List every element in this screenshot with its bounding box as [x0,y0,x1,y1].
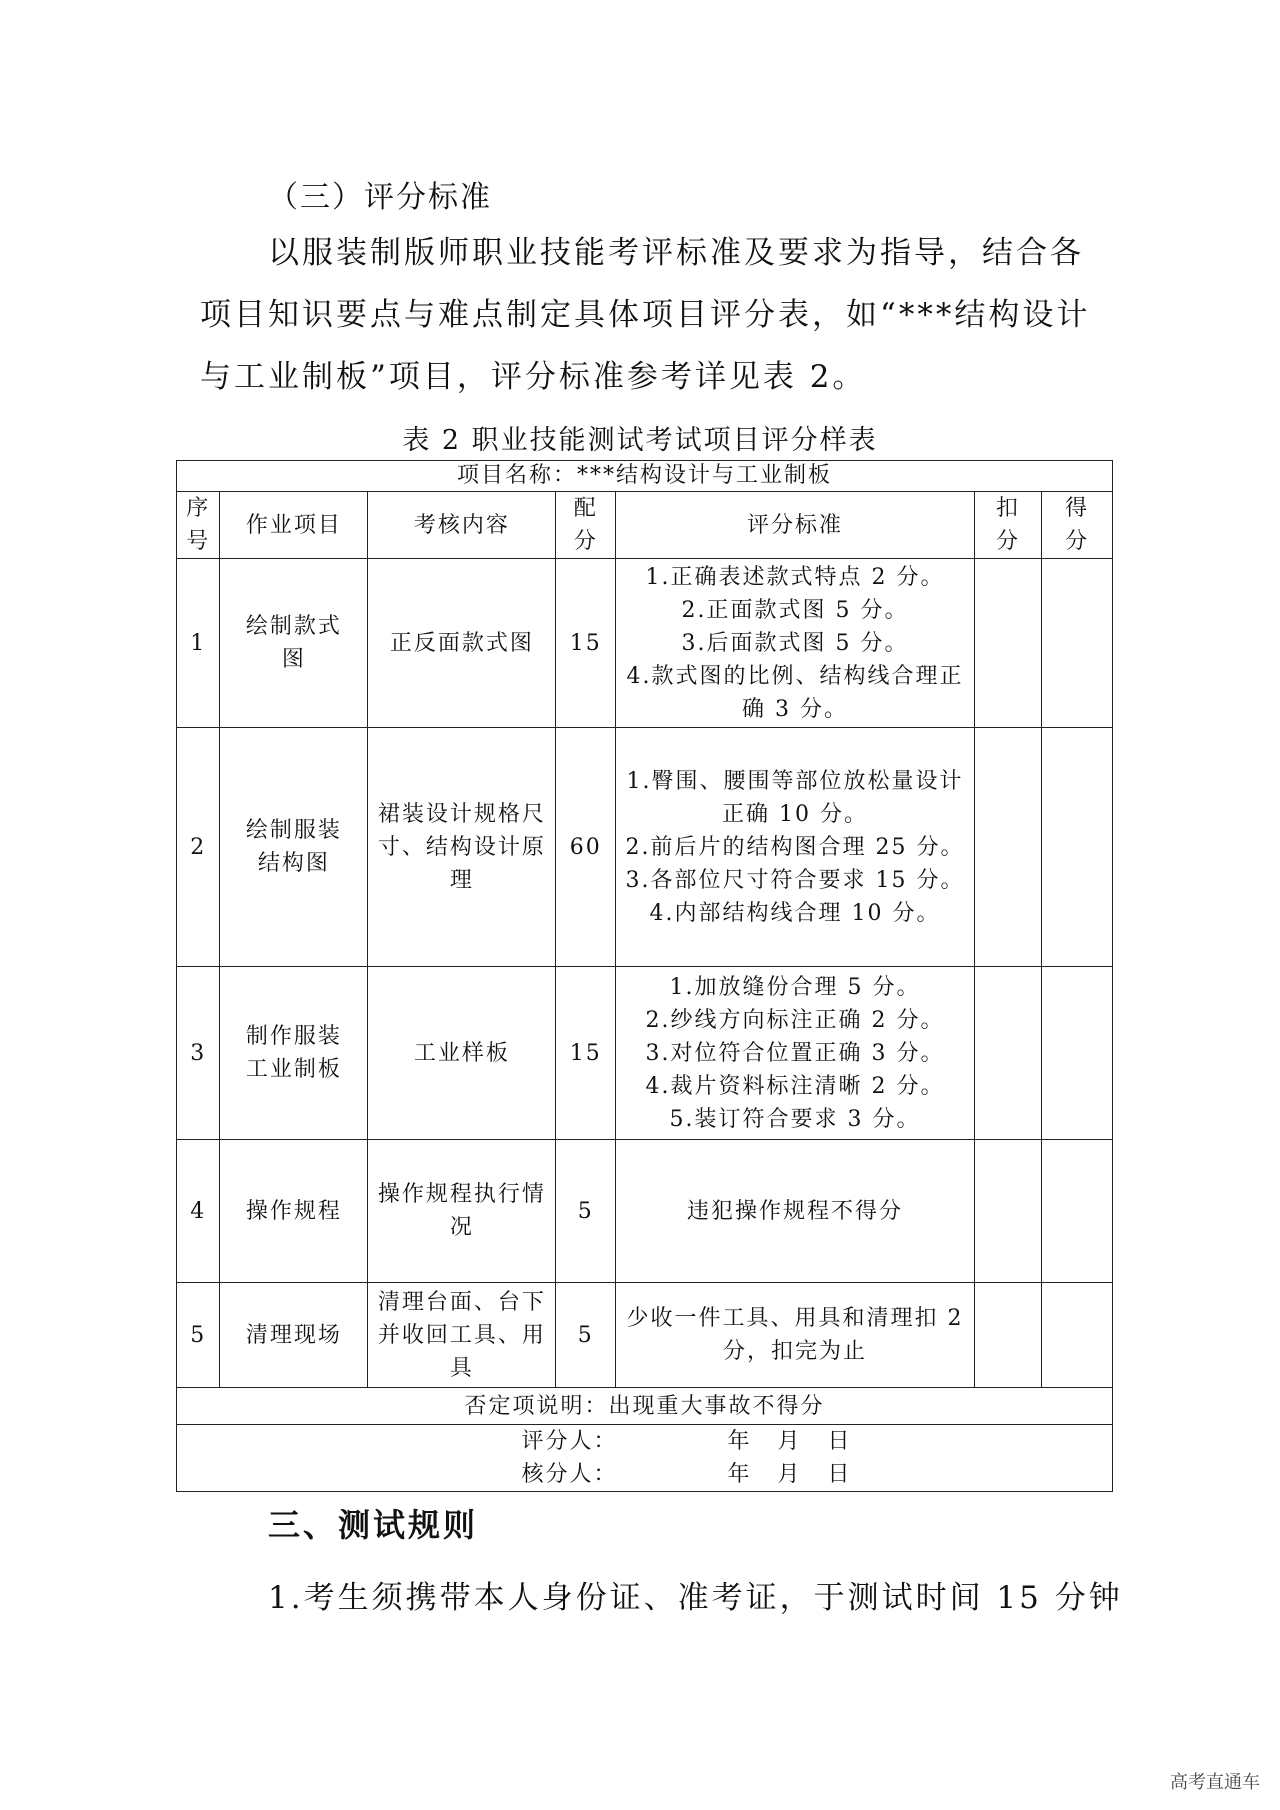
header-deduct: 扣 分 [974,492,1041,559]
header-work: 作业项目 [220,492,368,559]
section-heading: （三）评分标准 [268,180,492,215]
row-standard: 违犯操作规程不得分 [616,1140,975,1283]
table-caption: 表 2 职业技能测试考试项目评分样表 [402,425,878,456]
row-got-cell [1042,1283,1113,1388]
row-deduct-cell [974,1283,1041,1388]
year-label: 年 [727,1462,752,1487]
table-title: 项目名称：***结构设计与工业制板 [177,461,1113,492]
row-standard: 少收一件工具、用具和清理扣 2 分，扣完为止 [616,1283,975,1388]
row-seq: 5 [177,1283,220,1388]
table-row [177,728,1113,967]
signature-block [177,1425,1113,1492]
row-got-cell [1042,1140,1113,1283]
header-got: 得 分 [1042,492,1113,559]
row-got-cell [1042,728,1113,967]
row-seq: 3 [177,967,220,1140]
row-deduct-cell [974,1140,1041,1283]
rules-heading: 三、测试规则 [268,1506,479,1544]
intro-paragraph: 以服装制版师职业技能考评标准及要求为指导，结合各项目知识要点与难点制定具体项目评分表，如“***结构设计与工业制板”项目，评分标准参考详见表 2。 [200,235,1091,395]
row-deduct-cell [974,559,1041,728]
month-label: 月 [777,1429,802,1454]
row-score: 15 [556,967,616,1140]
row-content: 操作规程执行情况 [368,1140,556,1283]
table-row [177,1140,1113,1283]
row-standard: 1.加放缝份合理 5 分。 2.纱线方向标注正确 2 分。 3.对位符合位置正确 3 分。 4.裁片资料标注清晰 2 分。 5.装订符合要求 3 分。 [616,967,975,1140]
row-work: 清理现场 [220,1283,368,1388]
row-work: 绘制服装 结构图 [220,728,368,967]
watermark-text: 高考直通车 [1170,1772,1260,1793]
table-row [177,967,1113,1140]
row-got-cell [1042,967,1113,1140]
row-work: 制作服装 工业制板 [220,967,368,1140]
row-seq: 2 [177,728,220,967]
row-score: 5 [556,1283,616,1388]
row-content: 清理台面、台下并收回工具、用具 [368,1283,556,1388]
row-work: 操作规程 [220,1140,368,1283]
year-label: 年 [727,1429,752,1454]
row-got-cell [1042,559,1113,728]
row-score: 60 [556,728,616,967]
scorer-line [183,1425,1106,1458]
header-standard: 评分标准 [616,492,975,559]
scoring-table [176,460,1113,1492]
row-content: 正反面款式图 [368,559,556,728]
header-seq: 序 号 [177,492,220,559]
checker-label: 核分人： [521,1462,618,1487]
row-standard: 1.臀围、腰围等部位放松量设计正确 10 分。 2.前后片的结构图合理 25 分。 3.各部位尺寸符合要求 15 分。 4.内部结构线合理 10 分。 [616,728,975,967]
header-content: 考核内容 [368,492,556,559]
veto-note: 否定项说明：出现重大事故不得分 [177,1388,1113,1425]
row-content: 工业样板 [368,967,556,1140]
row-standard: 1.正确表述款式特点 2 分。 2.正面款式图 5 分。 3.后面款式图 5 分。 4.款式图的比例、结构线合理正确 3 分。 [616,559,975,728]
table-header-row [177,492,1113,559]
table-row [177,559,1113,728]
checker-line [183,1458,1106,1491]
row-deduct-cell [974,967,1041,1140]
row-work: 绘制款式 图 [220,559,368,728]
header-score: 配 分 [556,492,616,559]
row-seq: 4 [177,1140,220,1283]
month-label: 月 [777,1462,802,1487]
rule-item-1: 1.考生须携带本人身份证、准考证，于测试时间 15 分钟 [268,1580,1123,1616]
day-label: 日 [827,1462,852,1487]
row-deduct-cell [974,728,1041,967]
day-label: 日 [827,1429,852,1454]
row-score: 15 [556,559,616,728]
row-seq: 1 [177,559,220,728]
row-score: 5 [556,1140,616,1283]
row-content: 裙装设计规格尺寸、结构设计原理 [368,728,556,967]
scorer-label: 评分人： [521,1429,618,1454]
table-row [177,1283,1113,1388]
